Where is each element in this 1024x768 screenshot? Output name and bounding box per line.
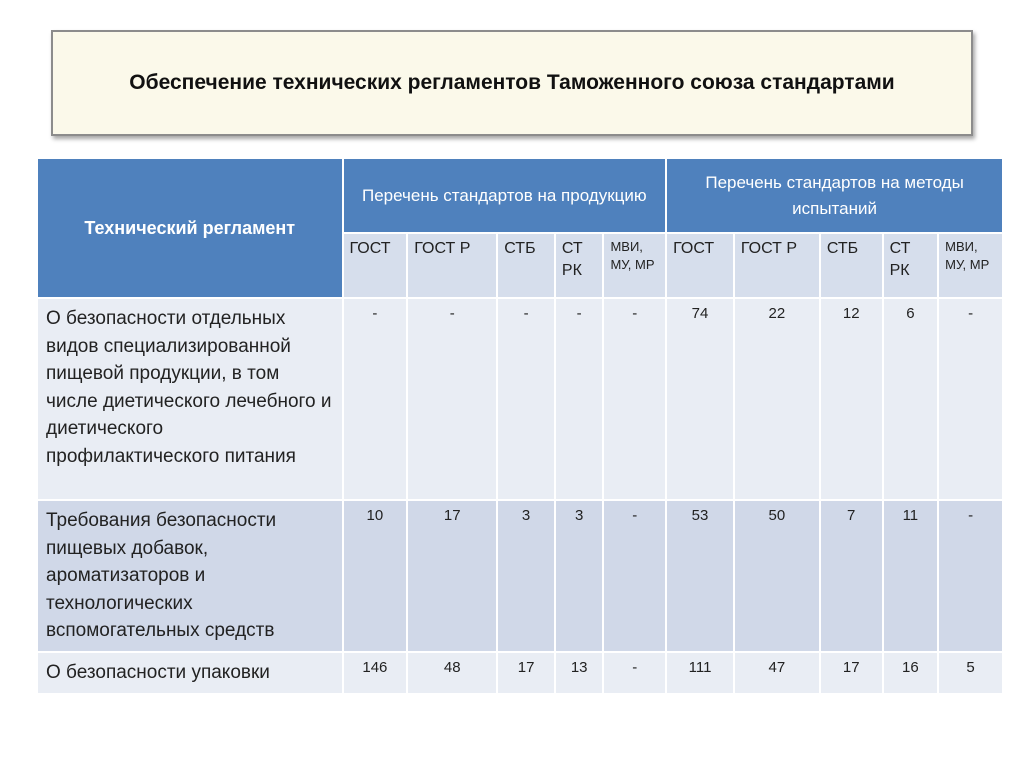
slide-title: Обеспечение технических регламентов Таможенного союза стандартами [129, 71, 895, 94]
table-cell: 3 [498, 501, 554, 651]
table-cell: 17 [408, 501, 496, 651]
table-cell: 16 [884, 653, 938, 693]
regulation-name: Требования безопасности пищевых добавок, ароматизаторов и технологических вспомогательных средств [38, 501, 342, 651]
subheader-st-rk: СТ РК [556, 234, 603, 297]
header-product-standards: Перечень стандартов на продукцию [344, 159, 666, 232]
table-cell: 6 [884, 299, 938, 499]
table-cell: 7 [821, 501, 882, 651]
table-cell: 17 [498, 653, 554, 693]
subheader-gost-r: ГОСТ Р [735, 234, 819, 297]
regulations-table [36, 157, 1004, 695]
table-cell: - [408, 299, 496, 499]
table-cell: - [498, 299, 554, 499]
table-row [38, 299, 1002, 499]
table-cell: 17 [821, 653, 882, 693]
table-cell: - [939, 501, 1002, 651]
table-cell: 5 [939, 653, 1002, 693]
table-row [38, 653, 1002, 693]
subheader-st-rk: СТ РК [884, 234, 938, 297]
table-cell: 48 [408, 653, 496, 693]
table-cell: 146 [344, 653, 407, 693]
subheader-stb: СТБ [821, 234, 882, 297]
subheader-mvi: МВИ, МУ, МР [939, 234, 1002, 297]
regulation-name: О безопасности отдельных видов специализированной пищевой продукции, в том числе диетического лечебного и диетического профилактического питания [38, 299, 342, 499]
subheader-gost: ГОСТ [667, 234, 733, 297]
subheader-stb: СТБ [498, 234, 554, 297]
table-cell: 12 [821, 299, 882, 499]
table-cell: 10 [344, 501, 407, 651]
table-cell: - [604, 501, 665, 651]
table-cell: - [604, 653, 665, 693]
table-cell: 50 [735, 501, 819, 651]
subheader-gost: ГОСТ [344, 234, 407, 297]
header-method-standards: Перечень стандартов на методы испытаний [667, 159, 1002, 232]
table-cell: 74 [667, 299, 733, 499]
regulation-name: О безопасности упаковки [38, 653, 342, 693]
table-cell: 11 [884, 501, 938, 651]
table-cell: 47 [735, 653, 819, 693]
table-cell: - [556, 299, 603, 499]
header-technical-regulation: Технический регламент [38, 159, 342, 297]
table-cell: - [939, 299, 1002, 499]
table-cell: 111 [667, 653, 733, 693]
table-cell: 53 [667, 501, 733, 651]
table-cell: 22 [735, 299, 819, 499]
subheader-gost-r: ГОСТ Р [408, 234, 496, 297]
table-cell: - [344, 299, 407, 499]
table-row [38, 501, 1002, 651]
table-cell: 13 [556, 653, 603, 693]
subheader-mvi: МВИ, МУ, МР [604, 234, 665, 297]
title-box [51, 30, 973, 136]
table-cell: 3 [556, 501, 603, 651]
table-cell: - [604, 299, 665, 499]
